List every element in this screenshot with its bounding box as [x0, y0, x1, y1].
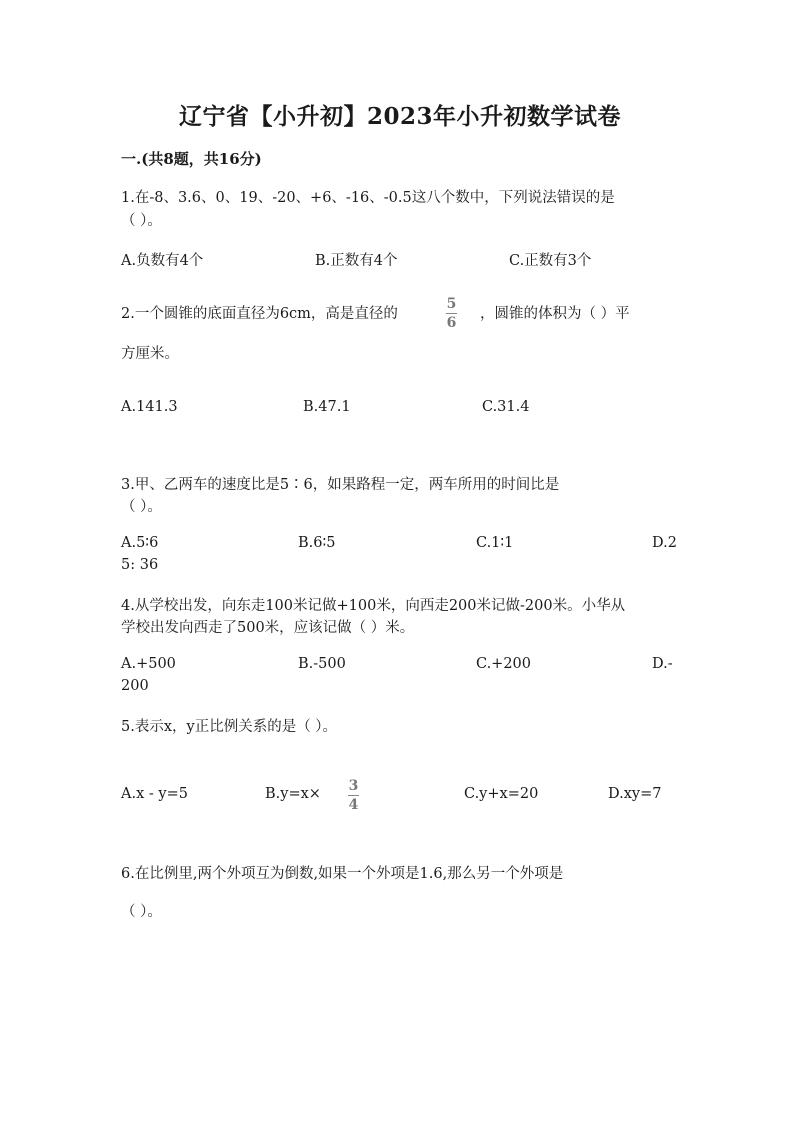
question-3-option-b: B.6∶5 — [298, 535, 336, 551]
question-3-option-d: D.2 — [652, 535, 677, 551]
question-1-option-b: B.正数有4个 — [315, 253, 398, 269]
question-4-option-a: A.+500 — [121, 656, 176, 672]
question-4-option-c: C.+200 — [476, 656, 532, 672]
question-3-option-a: A.5∶6 — [121, 535, 159, 551]
question-2-option-b: B.47.1 — [303, 399, 351, 415]
question-6-line2: （ ）。 — [121, 904, 162, 920]
question-1-line1: 1.在-8、3.6、0、19、-20、+6、-16、-0.5这八个数中，下列说法错误的是 — [121, 190, 615, 206]
question-5-line1: 5.表示x，y正比例关系的是（ ）。 — [121, 719, 338, 735]
question-4-line2: 学校出发向西走了500米，应该记做（ ）米。 — [121, 620, 415, 636]
question-2-text-before: 2.一个圆锥的底面直径为6cm，高是直径的 — [121, 306, 398, 322]
question-3-line1: 3.甲、乙两车的速度比是5∶6，如果路程一定，两车所用的时间比是 — [121, 477, 560, 493]
question-4-option-b: B.-500 — [298, 656, 346, 672]
question-5-option-c: C.y+x=20 — [464, 786, 539, 802]
question-5-fraction — [348, 778, 359, 813]
fraction-numerator: 3 — [348, 778, 359, 794]
question-5-option-d: D.xy=7 — [608, 786, 662, 802]
question-2-fraction — [446, 296, 457, 331]
question-1-line2: （ ）。 — [121, 213, 162, 229]
question-3-option-c: C.1∶1 — [476, 535, 514, 551]
question-4-option-d: D.- — [652, 656, 673, 672]
fraction-bar — [348, 795, 359, 796]
fraction-bar — [446, 313, 457, 314]
question-5-option-b: B.y=x× — [265, 786, 321, 802]
question-4-option-d-wrap: 200 — [121, 678, 149, 694]
question-1-option-c: C.正数有3个 — [509, 253, 592, 269]
question-3-option-d-wrap: 5: 36 — [121, 557, 159, 573]
question-5-option-a: A.x - y=5 — [121, 786, 188, 802]
page-title: 辽宁省【小升初】2023年小升初数学试卷 — [178, 103, 621, 130]
question-4-line1: 4.从学校出发，向东走100米记做+100米，向西走200米记做-200米。小华从 — [121, 598, 626, 614]
fraction-denominator: 4 — [348, 797, 359, 813]
question-2-line2: 方厘米。 — [121, 346, 179, 362]
section-header: 一.(共8题，共16分) — [121, 150, 262, 168]
question-3-line2: （ ）。 — [121, 499, 162, 515]
question-1-option-a: A.负数有4个 — [121, 253, 204, 269]
question-2-option-c: C.31.4 — [482, 399, 530, 415]
fraction-numerator: 5 — [446, 296, 457, 312]
question-2-option-a: A.141.3 — [121, 399, 178, 415]
fraction-denominator: 6 — [446, 315, 457, 331]
question-6-line1: 6.在比例里,两个外项互为倒数,如果一个外项是1.6,那么另一个外项是 — [121, 866, 564, 882]
question-2-text-after: ，圆锥的体积为（ ）平 — [480, 306, 630, 322]
